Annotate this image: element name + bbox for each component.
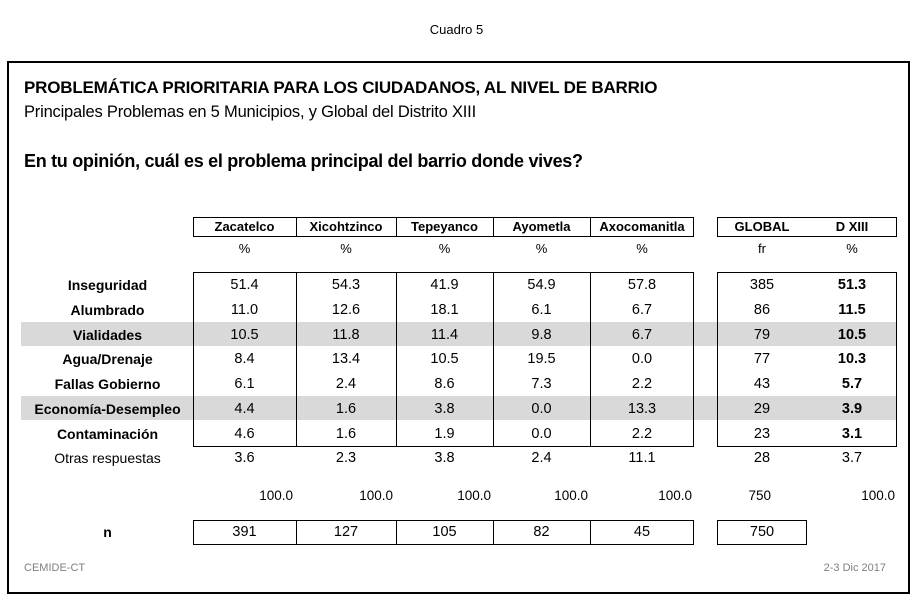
table-cell: 385 — [749, 277, 775, 293]
n-cell: 391 — [232, 524, 257, 540]
table-cell: 41.9 — [430, 277, 459, 293]
column-header-tepeyanco: Tepeyanco — [411, 219, 478, 234]
table-cell: 11.1 — [628, 450, 656, 466]
footer-date: 2-3 Dic 2017 — [823, 562, 886, 574]
column-header-zacatelco: Zacatelco — [214, 219, 275, 234]
table-cell: 3.1 — [841, 426, 863, 442]
table-cell: 28 — [753, 450, 771, 466]
table-cell: 4.4 — [234, 401, 255, 417]
table-cell: 51.4 — [230, 277, 259, 293]
table-cell: 19.5 — [527, 351, 556, 367]
table-caption: Cuadro 5 — [429, 22, 484, 37]
table-cell: 2.2 — [631, 426, 653, 442]
total-cell: 100.0 — [259, 488, 293, 503]
table-cell: 2.4 — [531, 450, 552, 466]
table-cell: 3.8 — [434, 450, 455, 466]
table-cell: 86 — [753, 302, 771, 318]
table-cell: 54.3 — [331, 277, 361, 293]
footer-source: CEMIDE-CT — [24, 562, 86, 574]
table-cell: 8.6 — [434, 376, 455, 392]
table-cell: 3.9 — [841, 401, 863, 417]
n-cell: 105 — [432, 524, 457, 540]
table-cell: 77 — [753, 351, 771, 367]
row-label: Contaminación — [56, 426, 159, 442]
table-cell: 12.6 — [331, 302, 361, 318]
row-label: Economía-Desempleo — [34, 401, 181, 417]
table-cell: 2.3 — [335, 450, 357, 466]
n-cell: 82 — [533, 524, 550, 540]
total-cell: 100.0 — [554, 488, 588, 503]
table-cell: 18.1 — [430, 302, 459, 318]
column-unit: % — [535, 241, 548, 256]
total-cell: 100.0 — [658, 488, 692, 503]
column-header-axocomanitla: Axocomanitla — [599, 219, 685, 234]
table-cell: 10.5 — [430, 351, 459, 367]
table-cell: 1.9 — [434, 426, 455, 442]
table-cell: 29 — [753, 401, 771, 417]
table-cell: 11.8 — [332, 327, 360, 343]
table-cell: 9.8 — [531, 327, 552, 343]
table-cell: 1.6 — [335, 401, 357, 417]
table-cell: 0.0 — [631, 351, 653, 367]
n-cell: 127 — [333, 524, 359, 540]
table-cell: 2.4 — [335, 376, 357, 392]
row-label: Otras respuestas — [54, 450, 161, 466]
table-cell: 3.6 — [234, 450, 255, 466]
table-cell: 10.5 — [230, 327, 259, 343]
table-cell: 11.5 — [838, 302, 866, 318]
column-header-xicohtzinco: Xicohtzinco — [309, 219, 383, 234]
table-cell: 0.0 — [531, 401, 552, 417]
column-header-ayometla: Ayometla — [512, 219, 571, 234]
table-cell: 6.1 — [234, 376, 255, 392]
table-cell: 5.7 — [841, 376, 863, 392]
table-cell: 6.7 — [631, 327, 653, 343]
table-cell: 13.3 — [627, 401, 657, 417]
table-cell: 3.8 — [434, 401, 455, 417]
n-cell: 750 — [749, 524, 775, 540]
column-header-dxiii: D XIII — [835, 219, 869, 234]
n-cell: 45 — [633, 524, 651, 540]
page-title: PROBLEMÁTICA PRIORITARIA PARA LOS CIUDADANOS, AL NIVEL DE BARRIO — [24, 78, 658, 97]
row-label: Fallas Gobierno — [54, 376, 161, 392]
total-cell: 750 — [748, 488, 771, 503]
table-cell: 13.4 — [331, 351, 361, 367]
table-cell: 8.4 — [234, 351, 255, 367]
table-cell: 10.3 — [837, 351, 867, 367]
row-label: Agua/Drenaje — [62, 351, 153, 367]
column-unit: % — [238, 241, 251, 256]
table-cell: 79 — [753, 327, 771, 343]
column-header-global: GLOBAL — [734, 219, 790, 234]
table-cell: 11.4 — [430, 327, 459, 343]
table-cell: 6.7 — [631, 302, 653, 318]
column-unit: % — [636, 241, 648, 256]
table-cell: 11.0 — [230, 302, 259, 318]
total-cell: 100.0 — [861, 488, 895, 503]
row-label: Inseguridad — [67, 277, 148, 293]
table-cell: 57.8 — [627, 277, 657, 293]
table-cell: 23 — [753, 426, 771, 442]
table-cell: 4.6 — [234, 426, 255, 442]
column-unit: % — [438, 241, 451, 256]
table-cell: 2.2 — [631, 376, 653, 392]
n-label: n — [103, 524, 112, 540]
row-label: Alumbrado — [70, 302, 145, 318]
total-cell: 100.0 — [457, 488, 491, 503]
table-cell: 7.3 — [531, 376, 552, 392]
table-cell: 6.1 — [531, 302, 552, 318]
row-label: Vialidades — [72, 327, 142, 343]
column-unit: fr — [758, 241, 766, 256]
page-subtitle: Principales Problemas en 5 Municipios, y Global del Distrito XIII — [24, 103, 476, 121]
table-cell: 1.6 — [335, 426, 357, 442]
column-unit: % — [846, 241, 858, 256]
table-cell: 0.0 — [531, 426, 552, 442]
total-cell: 100.0 — [359, 488, 393, 503]
table-cell: 54.9 — [527, 277, 556, 293]
survey-question: En tu opinión, cuál es el problema principal del barrio donde vives? — [24, 151, 583, 171]
table-cell: 43 — [753, 376, 771, 392]
column-unit: % — [340, 241, 352, 256]
table-cell: 51.3 — [837, 277, 867, 293]
table-cell: 3.7 — [841, 450, 863, 466]
table-cell: 10.5 — [837, 327, 867, 343]
